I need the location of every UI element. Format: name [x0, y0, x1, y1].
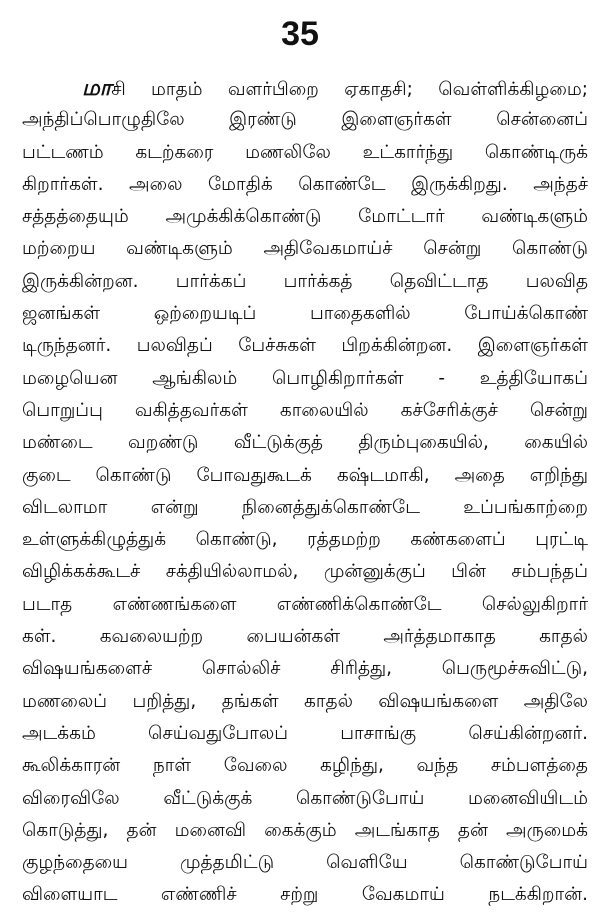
text-line: டிருந்தனர். பலவிதப் பேச்சுகள் பிறக்கின்றன. இளைஞர்கள்	[22, 335, 588, 357]
text-line: விழிக்கக்கூடச் சக்தியில்லாமல், முன்னுக்குப் பின் சம்பந்தப்	[22, 561, 588, 583]
text-line: கொடுத்து, தன் மனைவி கைக்கும் அடங்காத தன் அருமைக்	[22, 819, 588, 841]
text-line: குடை கொண்டு போவதுகூடக் கஷ்டமாகி, அதை எறிந்து	[22, 464, 588, 486]
text-line: அடக்கம் செய்வதுபோலப் பாசாங்கு செய்கின்றனர்.	[22, 722, 588, 744]
text-line: உள்ளுக்கிழுத்துக் கொண்டு, ரத்தமற்ற கண்களைப் புரட்டி	[22, 529, 588, 551]
text-line: அந்திப்பொழுதிலே இரண்டு இளைஞர்கள் சென்னைப்	[22, 109, 588, 131]
text-line: மழையென ஆங்கிலம் பொழிகிறார்கள் - உத்தியோகப்	[22, 367, 588, 389]
text-line: இருக்கின்றன. பார்க்கப் பார்க்கத் தெவிட்டாத பலவித	[22, 270, 588, 292]
text-line	[22, 72, 588, 104]
line-text: சி மாதம் வளர்பிறை ஏகாதசி; வெள்ளிக்கிழமை;	[111, 79, 588, 100]
text-line: மணலைப் பறித்து, தங்கள் காதல் விஷயங்களை அதிலே	[22, 690, 588, 712]
page-number: 35	[281, 15, 319, 53]
text-line: கூலிக்காரன் நாள் வேலை கழிந்து, வந்த சம்பளத்தை	[22, 755, 588, 777]
text-line: விளையாட எண்ணிச் சற்று வேகமாய் நடக்கிறான்.	[22, 884, 588, 906]
text-line: கள். கவலையற்ற பையன்கள் அர்த்தமாகாத காதல்	[22, 626, 588, 648]
text-line: விரைவிலே வீட்டுக்குக் கொண்டுபோய் மனைவியிடம்	[22, 787, 588, 809]
text-line: படாத எண்ணங்களை எண்ணிக்கொண்டே செல்லுகிறார்	[22, 593, 588, 615]
text-line: விடலாமா என்று நினைத்துக்கொண்டே உப்பங்காற்றை	[22, 496, 588, 518]
text-line: மற்றைய வண்டிகளும் அதிவேகமாய்ச் சென்று கொண்டு	[22, 238, 588, 260]
text-line: சத்தத்தையும் அமுக்கிக்கொண்டு மோட்டார் வண்டிகளும்	[22, 206, 588, 228]
text-line: பட்டணம் கடற்கரை மணலிலே உட்கார்ந்து கொண்டிருக்	[22, 141, 588, 163]
text-line: மண்டை வறண்டு வீட்டுக்குத் திரும்புகையில், கையில்	[22, 432, 588, 454]
text-line: குழந்தையை முத்தமிட்டு வெளியே கொண்டுபோய்	[22, 852, 588, 874]
text-line: விஷயங்களைச் சொல்லிச் சிரித்து, பெருமூச்சுவிட்டு,	[22, 658, 588, 680]
text-line: ஜனங்கள் ஒற்றையடிப் பாதைகளில் போய்க்கொண்	[22, 303, 588, 325]
text-line: பொறுப்பு வகித்தவர்கள் காலையில் கச்சேரிக்குச் சென்று	[22, 399, 588, 421]
text-line: கிறார்கள். அலை மோதிக் கொண்டே இருக்கிறது. அந்தச்	[22, 173, 588, 195]
body-text	[22, 72, 588, 912]
opening-word: மா	[82, 75, 112, 100]
